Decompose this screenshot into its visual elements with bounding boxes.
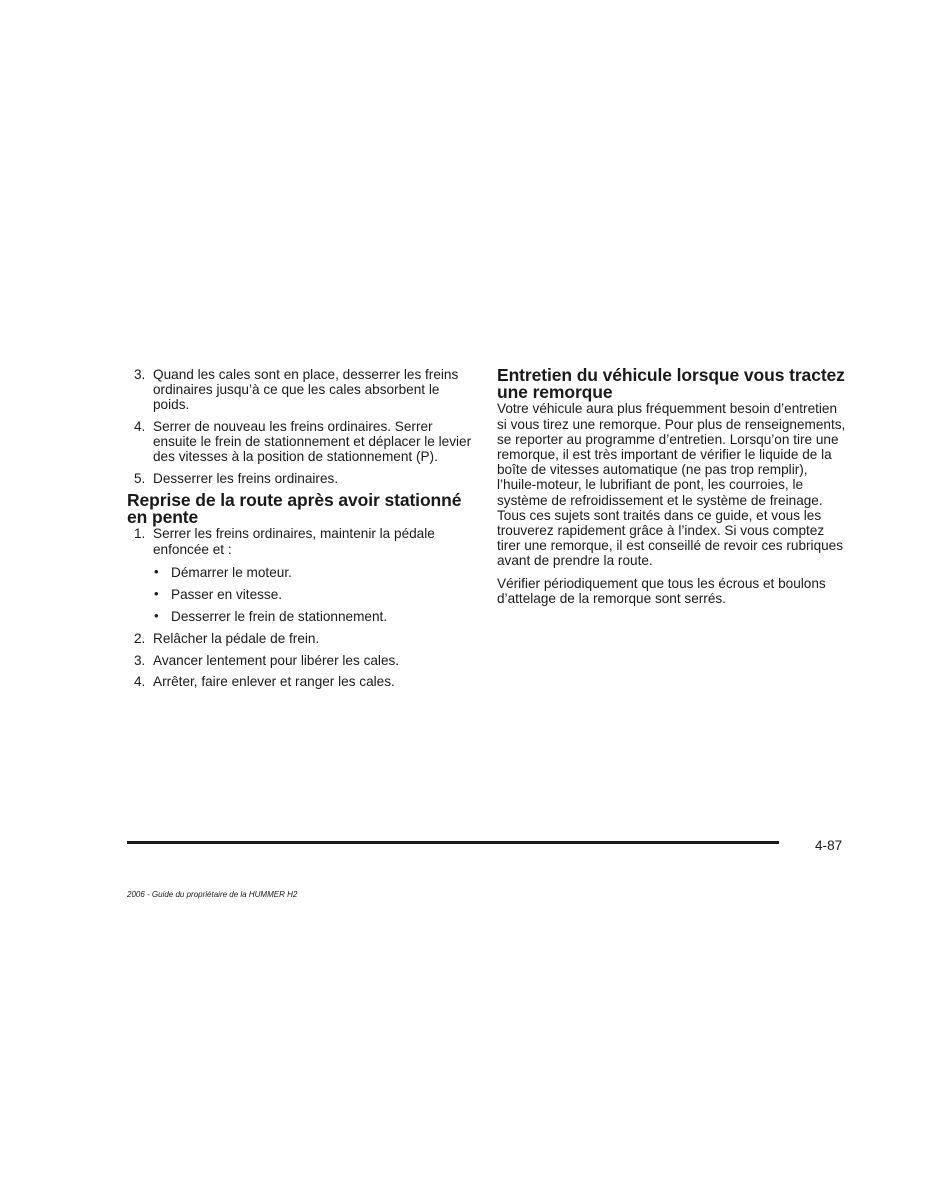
bullet-item xyxy=(153,587,472,602)
bullet-item xyxy=(153,609,472,624)
footer-rule xyxy=(127,841,779,844)
item-text: Desserrer les freins ordinaires. xyxy=(153,470,339,486)
item-number: 4. xyxy=(134,418,146,434)
list-item xyxy=(127,674,472,689)
item-number: 4. xyxy=(134,674,146,690)
body-paragraph: Votre véhicule aura plus fréquemment besoin d’entretien si vous tirez une remorque. Pour plus de renseignements, se reporter au programme d’entretien. Lorsqu’on tire une remorque, il est très important de vérifier le liquide de la boîte de vitesses automatique (ne pas trop remplir), l’huile-moteur, le lubrifiant de pont, les courroies, le système de refroidissement et le système de freinage. Tous ces sujets sont traités dans ce guide, et vous les trouverez rapidement grâce à l’index. Si vous comptez tirer une remorque, il est conseillé de revoir ces rubriques avant de prendre la route. xyxy=(497,401,846,569)
list-item xyxy=(127,471,472,486)
item-number: 3. xyxy=(134,652,146,668)
left-column xyxy=(127,367,472,696)
item-text: Avancer lentement pour libérer les cales. xyxy=(153,652,400,668)
item-text: Quand les cales sont en place, desserrer les freins ordinaires jusqu’à ce que les cales absorbent le poids. xyxy=(153,367,459,413)
list-item xyxy=(127,367,472,413)
section-heading-resume-driving: Reprise de la route après avoir stationné en pente xyxy=(127,489,462,528)
item-text: Serrer de nouveau les freins ordinaires. Serrer ensuite le frein de stationnement et déplacer le levier des vitesses à la position de stationnement (P). xyxy=(153,418,472,465)
item-text: Arrêter, faire enlever et ranger les cales. xyxy=(153,674,395,690)
steps-list-continued xyxy=(127,367,472,486)
section-heading-trailer-maintenance: Entretien du véhicule lorsque vous tractez une remorque xyxy=(497,365,845,403)
page-number: 4-87 xyxy=(815,838,843,853)
list-item xyxy=(127,526,472,624)
item-number: 1. xyxy=(134,526,146,542)
body-paragraph: Vérifier périodiquement que tous les écrous et boulons d’attelage de la remorque sont serrés. xyxy=(497,575,826,606)
bullet-text: Desserrer le frein de stationnement. xyxy=(171,609,388,625)
right-column xyxy=(497,367,847,613)
item-number: 2. xyxy=(134,631,146,647)
item-number: 5. xyxy=(134,470,146,486)
item-text: Relâcher la pédale de frein. xyxy=(153,631,320,647)
list-item xyxy=(127,653,472,668)
bullet-text: Démarrer le moteur. xyxy=(171,564,292,580)
bullet-text: Passer en vitesse. xyxy=(171,587,283,602)
item-number: 3. xyxy=(134,367,146,382)
bullet-icon: • xyxy=(154,563,159,579)
bullet-icon: • xyxy=(154,586,159,601)
bullet-item xyxy=(153,565,472,580)
bullet-icon: • xyxy=(154,608,159,624)
list-item xyxy=(127,419,472,465)
bullet-list xyxy=(153,565,472,625)
list-item xyxy=(127,631,472,646)
document-footer: 2006 - Guide du propriétaire de la HUMMER H2 xyxy=(127,890,298,899)
steps-list-resume xyxy=(127,526,472,689)
item-text: Serrer les freins ordinaires, maintenir la pédale enfoncée et : xyxy=(153,526,435,557)
